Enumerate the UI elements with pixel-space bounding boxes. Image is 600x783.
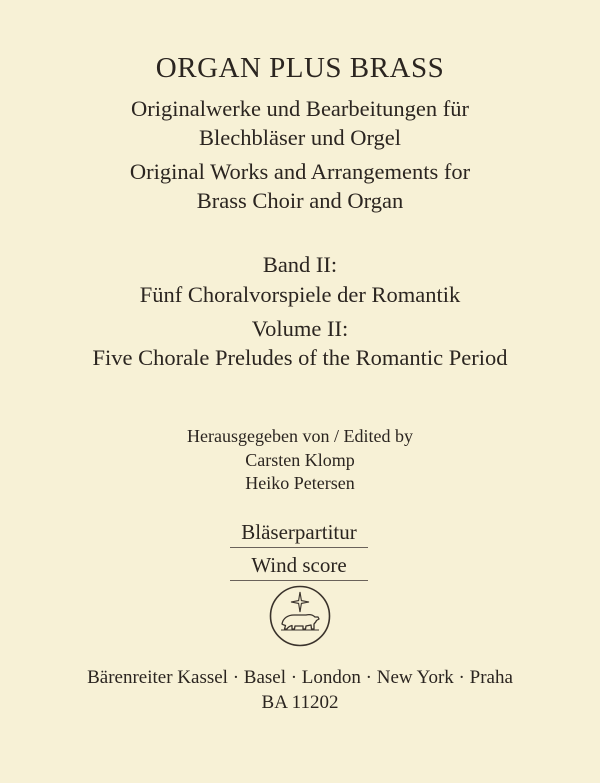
catalog-number: BA 11202 (261, 692, 339, 713)
publisher-line: Bärenreiter Kassel · Basel · London · New York · Praha (87, 667, 513, 688)
volume-en-title: Five Chorale Preludes of the Romantic Period (92, 345, 508, 370)
editor-name: Carsten Klomp (245, 450, 355, 470)
baerenreiter-bear-star-logo-icon (268, 584, 332, 648)
volume-de-title: Fünf Choralvorspiele der Romantik (139, 282, 461, 307)
volume-en-number: Volume II: (251, 316, 349, 341)
score-type-en: Wind score (230, 553, 368, 581)
score-type-de: Bläserpartitur (230, 520, 368, 548)
subtitle-en-line-1: Original Works and Arrangements for (129, 159, 471, 184)
editor-name: Heiko Petersen (245, 473, 355, 493)
subtitle-de-line-1: Originalwerke und Bearbeitungen für (130, 96, 469, 121)
subtitle-en-line-2: Brass Choir and Organ (196, 188, 404, 213)
editors-intro: Herausgegeben von / Edited by (187, 426, 413, 446)
subtitle-de-line-2: Blechbläser und Orgel (198, 125, 402, 150)
main-title: ORGAN PLUS BRASS (155, 52, 445, 84)
volume-de-number: Band II: (262, 252, 338, 277)
